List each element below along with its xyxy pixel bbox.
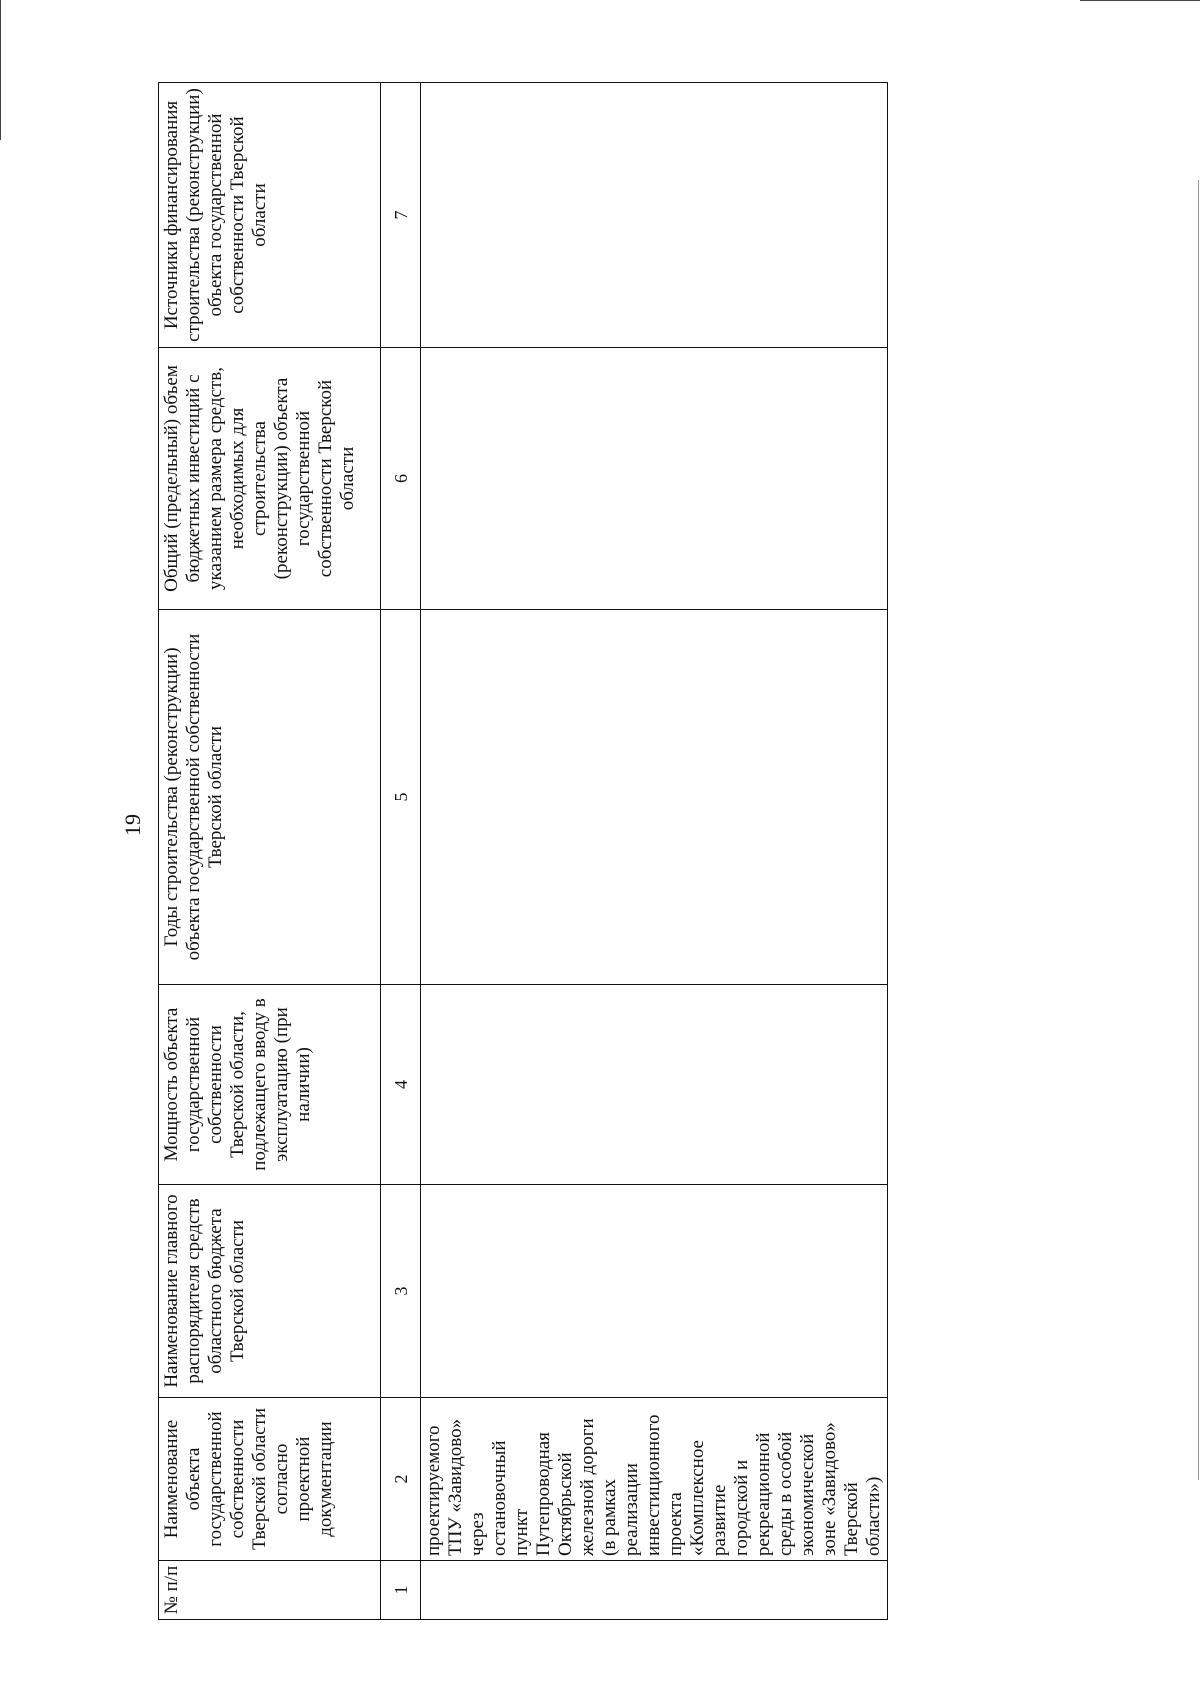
table-row xyxy=(421,83,888,1620)
header-number: № п/п xyxy=(159,1561,381,1620)
header-financing-sources: Источники финансирования строительства (реконструкции) объекта государственной собственности Тверской области xyxy=(159,83,381,348)
header-capacity: Мощность объекта государственной собственности Тверской области, подлежащего вводу в эксплуатацию (при наличии) xyxy=(159,985,381,1185)
column-number: 3 xyxy=(381,1185,421,1398)
header-budget-administrator: Наименование главного распорядителя средств областного бюджета Тверской области xyxy=(159,1185,381,1398)
scan-edge-line-right-side xyxy=(1198,180,1199,1480)
table-cell-financing-sources xyxy=(421,83,888,348)
table-cell-budget-administrator xyxy=(421,1185,888,1398)
header-object-name: Наименование объекта государственной собственности Тверской области согласно проектной документации xyxy=(159,1398,381,1561)
table-cell-investment-volume xyxy=(421,348,888,610)
header-construction-years: Годы строительства (реконструкции) объекта государственной собственности Тверской области xyxy=(159,610,381,985)
column-number: 5 xyxy=(381,610,421,985)
scan-edge-line-right xyxy=(1080,0,1200,1)
column-number: 2 xyxy=(381,1398,421,1561)
column-number: 1 xyxy=(381,1561,421,1620)
construction-objects-table xyxy=(158,82,888,1620)
column-number-row xyxy=(381,83,421,1620)
table-cell-construction-years xyxy=(421,610,888,985)
table-header-row xyxy=(159,83,381,1620)
table-cell-object-name: проектируемого ТПУ «Завидово» через остановочный пункт Путепроводная Октябрьской железной дороги (в рамках реализации инвестиционного проекта «Комплексное развитие городской и рекреационной среды в особой экономической зоне «Завидово» Тверской области») xyxy=(421,1398,888,1561)
rotated-table-wrapper xyxy=(158,83,884,1620)
table-cell-number xyxy=(421,1561,888,1620)
table-cell-capacity xyxy=(421,985,888,1185)
column-number: 4 xyxy=(381,985,421,1185)
column-number: 7 xyxy=(381,83,421,348)
column-number: 6 xyxy=(381,348,421,610)
page-number: 19 xyxy=(120,814,145,836)
header-investment-volume: Общий (предельный) объем бюджетных инвестиций с указанием размера средств, необходимых для строительства (реконструкции) объекта государственной собственности Тверской области xyxy=(159,348,381,610)
scan-edge-line-left xyxy=(0,0,1,140)
